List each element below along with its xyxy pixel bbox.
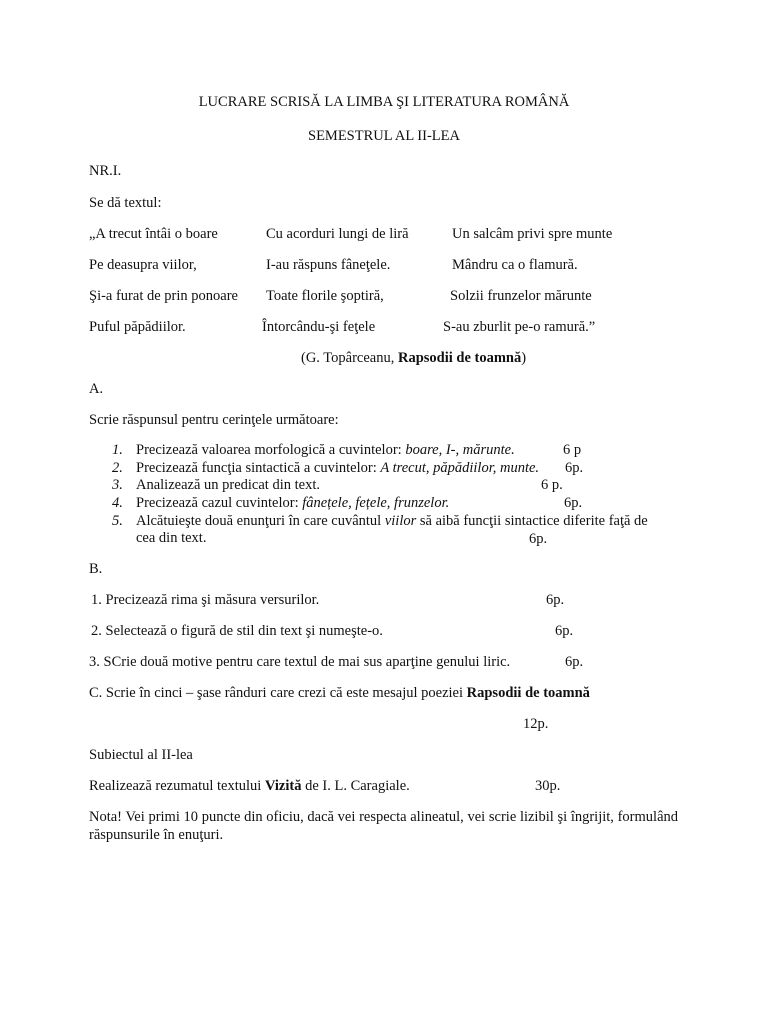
list-item [112,442,515,459]
item-words: A trecut, păpădiilor, munte. [380,460,540,476]
grading-note: Nota! Vei primi 10 puncte din oficiu, dacă vei respecta alineatul, vei scrie lizibil şi îngrijit, formulând răspunsurile în enuţuri. [89,809,678,843]
poem-line: Toate florile şoptiră, [266,288,384,304]
task-author: de I. L. Caragiale. [301,778,410,794]
item-points: 12p. [523,716,549,732]
poem-line: Şi-a furat de prin ponoare [89,288,238,304]
item-points: 30p. [535,778,561,794]
source-suffix: ) [521,350,527,366]
item-number: 3. [112,477,123,493]
poem-line: I-au răspuns fâneţele. [266,257,391,273]
section-b-label: B. [89,561,103,577]
task-text: Realizează rezumatul textului [89,778,265,794]
item-text: Alcătuieşte două enunţuri în care cuvântul [136,513,385,529]
poem-source [301,350,526,367]
item-number: 4. [112,495,123,511]
item-points: 6p. [555,623,574,639]
page-title: LUCRARE SCRISĂ LA LIMBA ŞI LITERATURA ROMÂNĂ [198,94,570,110]
poem-line: „A trecut întâi o boare [89,226,218,242]
section-a-label: A. [89,381,104,397]
item-number: 1. [112,442,123,458]
list-item [112,495,449,512]
poem-line: Puful păpădiilor. [89,319,186,335]
list-item: 2. Selectează o figură de stil din text şi numeşte-o. [91,623,383,639]
section-c-text: C. Scrie în cinci – şase rânduri care crezi că este mesajul poeziei [89,685,467,701]
task-title: Vizită [264,778,302,794]
item-text: Precizează funcţia sintactică a cuvintelor: [136,460,381,476]
list-item [112,477,320,494]
list-item [112,460,539,477]
poem-line: Pe deasupra viilor, [89,257,197,273]
poem-line: S-au zburlit pe-o ramură.” [443,319,596,335]
item-points: 6p. [529,531,548,547]
item-text: Precizează cazul cuvintelor: [136,495,303,511]
semester-heading: SEMESTRUL AL II-LEA [308,128,460,144]
poem-line: Solzii frunzelor mărunte [450,288,592,304]
item-points: 6p. [564,495,583,511]
item-points: 6p. [565,460,584,476]
source-title: Rapsodii de toamnă [397,350,522,366]
source-author: (G. Topârceanu, [301,350,398,366]
poem-line: Un salcâm privi spre munte [452,226,613,242]
item-words: viilor [384,513,417,529]
intro-text: Se dă textul: [89,195,162,211]
item-text: Precizează valoarea morfologică a cuvintelor: [136,442,406,458]
item-points: 6p. [546,592,565,608]
list-item: 3. SCrie două motive pentru care textul de mai sus aparţine genului liric. [89,654,511,670]
item-points: 6 p. [541,477,563,493]
section-a-instruction: Scrie răspunsul pentru cerinţele următoare: [89,412,339,428]
section-c-title: Rapsodii de toamnă [466,685,590,701]
item-points: 6 p [563,442,582,458]
poem-line: Întorcându-şi feţele [262,319,376,335]
poem-line: Mândru ca o flamură. [452,257,578,273]
item-text-cont: să aibă funcţii sintactice diferite faţă de [416,513,648,529]
subject-two-task [89,778,410,795]
item-number: 2. [112,460,123,476]
item-words: boare, I-, mărunte. [405,442,515,458]
item-text-line2: cea din text. [136,530,207,546]
subject-two-heading: Subiectul al II-lea [89,747,193,763]
item-words: fânețele, fețele, frunzelor. [302,495,450,511]
item-text: Analizează un predicat din text. [136,477,320,493]
list-item: 1. Precizează rima şi măsura versurilor. [91,592,320,608]
poem-line: Cu acorduri lungi de liră [266,226,409,242]
section-c [89,685,590,702]
subject-number: NR.I. [89,163,122,179]
list-item [112,513,648,530]
item-number: 5. [112,513,123,529]
item-points: 6p. [565,654,584,670]
